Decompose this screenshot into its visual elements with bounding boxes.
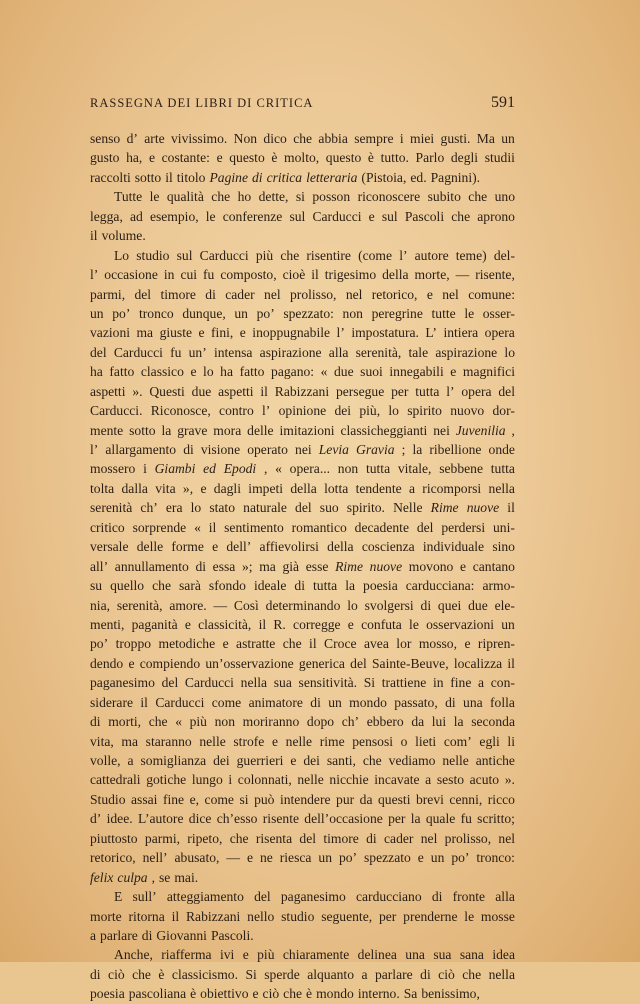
text-line: vazioni ma giuste e fini, e inoppugnabile l’ impostatura. L’ intiera opera: [90, 325, 515, 341]
text-line: del Carducci fu un’ intensa aspirazione alla serenità, tale aspirazione lo: [90, 344, 515, 360]
text-line: mente sotto la grave mora delle imitazioni classicheggianti nei Juvenilia ,: [90, 422, 515, 438]
running-title: RASSEGNA DEI LIBRI DI CRITICA: [90, 96, 314, 110]
text-line: Carducci. Riconosce, contro l’ opinione dei più, lo spirito nuovo dor-: [90, 403, 515, 419]
text-line: su quello che sarà sfondo ideale di tutta la poesia carducciana: armo-: [90, 578, 515, 594]
paragraph: [90, 887, 515, 945]
text-line: mossero i Giambi ed Epodi , « opera... non tutta vitale, sebbene tutta: [90, 461, 515, 477]
text-line: ha fatto classico e lo ha fatto pagano: « due suoi innegabili e magnifici: [90, 364, 515, 380]
page-number: 591: [491, 94, 515, 111]
text-line: poesia pascoliana è obiettivo e ciò che è mondo interno. Sa benissimo,: [90, 986, 480, 1002]
text-line: dendo e compiendo un’osservazione generica del Sainte-Beuve, localizza il: [90, 655, 515, 671]
text-line: Tutte le qualità che ho dette, si posson riconoscere subito che uno: [114, 189, 515, 205]
text-line: versale delle forme e dell’ affievolirsi della coscienza individuale sino: [90, 539, 515, 555]
text-line: aspetti ». Questi due aspetti il Rabizzani persegue per tutta l’ opera del: [90, 383, 515, 399]
paragraph: [90, 129, 515, 187]
paragraph: [90, 945, 515, 1003]
text-line: senso d’ arte vivissimo. Non dico che abbia sempre i miei gusti. Ma un: [90, 131, 515, 146]
text-line: siderare il Carducci come animatore di un mondo passato, di una folla: [90, 694, 515, 710]
text-line: raccolti sotto il titolo Pagine di critica letteraria (Pistoia, ed. Pagnini).: [90, 169, 481, 185]
text-line: piuttosto parmi, ripeto, che risenta del timore di cader nel prolisso, nel: [90, 830, 515, 846]
text-line: E sull’ atteggiamento del paganesimo carducciano di fronte alla: [114, 889, 515, 905]
running-head: [90, 96, 515, 116]
text-line: d’ idee. L’autore dice ch’esso risente dell’occasione per la quale fu scritto;: [90, 811, 515, 827]
text-line: paganesimo del Carducci nella sua sensitività. Si trattiene in fine a con-: [90, 675, 515, 691]
text-line: l’ occasione in cui fu composto, cioè il trigesimo della morte, — risente,: [90, 267, 515, 283]
text-line: volle, a somiglianza dei guerrieri e dei santi, che vediamo nelle antiche: [90, 753, 515, 768]
text-line: di ciò che è classicismo. Si sperde alquanto a parlare di ciò che nella: [90, 966, 515, 982]
text-line: morte ritorna il Rabizzani nello studio seguente, per prenderne le mosse: [90, 908, 515, 924]
text-line: tolta dalla vita », e dagli impeti della lotta tendente a ricomporsi nella: [90, 480, 515, 496]
text-line: cattedrali gotiche lungo i colonnati, nelle nicchie incavate a sesto acuto ».: [90, 772, 515, 788]
text-line: a parlare di Giovanni Pascoli.: [90, 927, 254, 943]
text-line: legga, ad esempio, le conferenze sul Carducci e sul Pascoli che aprono: [90, 208, 515, 224]
paragraph: [90, 187, 515, 245]
text-line: gusto ha, e costante: e questo è molto, questo è tutto. Parlo degli studii: [90, 150, 515, 166]
text-line: di morti, che « più non moriranno dopo ch’ ebbero da lui la seconda: [90, 714, 515, 730]
text-line: serenità ch’ era lo stato naturale del suo spirito. Nelle Rime nuove il: [90, 500, 515, 516]
text-line: nia, serenità, amore. — Così determinando lo svolgersi di quei due ele-: [90, 597, 515, 613]
text-line: vita, ma staranno nelle strofe e nelle rime pensosi o lieti com’ egli li: [90, 733, 515, 749]
text-line: parmi, del timore di cader nel prolisso, nel retorico, e nel comune:: [90, 286, 515, 302]
text-line: il volume.: [90, 228, 146, 244]
text-line: felix culpa , se mai.: [90, 869, 199, 885]
text-line: menti, paganità e classicità, il R. corregge e confuta le osservazioni un: [90, 616, 515, 632]
text-line: Lo studio sul Carducci più che risentire (come l’ autore teme) del-: [114, 247, 515, 263]
text-line: un po’ tronco dunque, un po’ spezzato: non peregrine tutte le osser-: [90, 305, 515, 321]
text-line: retorico, nell’ abusato, — e ne riesca un po’ spezzato e un po’ tronco:: [90, 850, 515, 866]
body-text: [90, 129, 515, 1004]
text-line: l’ allargamento di visione operato nei Levia Gravia ; la ribellione onde: [90, 442, 515, 457]
text-line: Anche, riafferma ivi e più chiaramente delinea una sua sana idea: [114, 947, 515, 963]
text-line: Studio assai fine e, come si può intendere pur da questi brevi cenni, ricco: [90, 791, 515, 807]
text-line: critico sorprende « il sentimento romantico decadente del perdersi uni-: [90, 519, 515, 535]
text-line: all’ annullamento di essa »; ma già esse Rime nuove movono e cantano: [90, 558, 515, 574]
text-line: po’ troppo metodiche e astratte che il Croce avea lor mosso, e ripren-: [90, 636, 515, 652]
paragraph: [90, 246, 515, 887]
